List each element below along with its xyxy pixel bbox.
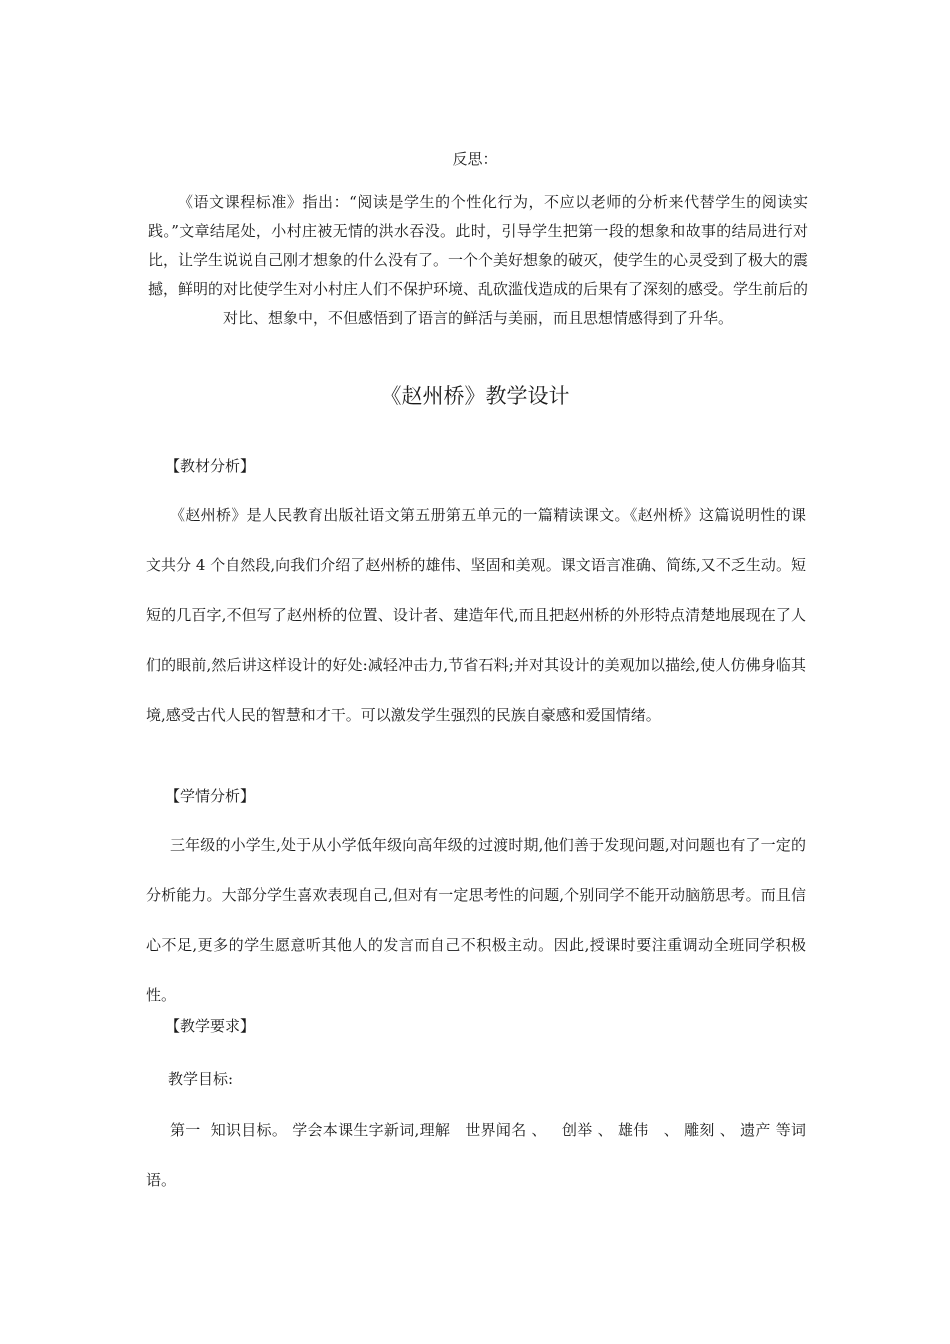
- teaching-goals-label: 教学目标:: [168, 1070, 234, 1088]
- document-title: 《赵州桥》教学设计: [380, 384, 570, 408]
- section-heading-material: 【教材分析】: [165, 457, 256, 475]
- section-heading-requirements: 【教学要求】: [165, 1017, 256, 1035]
- reflection-paragraph: 《语文课程标准》指出：“阅读是学生的个性化行为，不应以老师的分析来代替学生的阅读实践。”文章结尾处，小村庄被无情的洪水吞没。此时，引导学生把第一段的想象和故事的结局进行对比，让学生说说自己刚才想象的什么没有了。一个个美好想象的破灭，使学生的心灵受到了极大的震撼，鲜明的对比使学生对小村庄人们不保护环境、乱砍滥伐造成的后果有了深刻的感受。学生前后的对比、想象中，不但感悟到了语言的鲜活与美丽，而且思想情感得到了升华。: [148, 193, 809, 327]
- student-analysis-paragraph: 三年级的小学生,处于从小学低年级向高年级的过渡时期,他们善于发现问题,对问题也有了一定的分析能力。大部分学生喜欢表现自己,但对有一定思考性的问题,个别同学不能开动脑筋思考。而且信心不足,更多的学生愿意听其他人的发言而自己不积极主动。因此,授课时要注重调动全班同学积极性。: [146, 836, 806, 1004]
- knowledge-goal-paragraph: 第一 知识目标。 学会本课生字新词,理解 世界闻名 、 创举 、 雄伟 、 雕刻 、 遗产 等词语。: [146, 1121, 806, 1189]
- material-analysis-paragraph: 《赵州桥》是人民教育出版社语文第五册第五单元的一篇精读课文。《赵州桥》这篇说明性的课文共分 4 个自然段,向我们介绍了赵州桥的雄伟、坚固和美观。课文语言准确、简练,又不乏生动。短短的几百字,不但写了赵州桥的位置、设计者、建造年代,而且把赵州桥的外形特点清楚地展现在了人们的眼前,然后讲这样设计的好处:减轻冲击力,节省石料;并对其设计的美观加以描绘,使人仿佛身临其境,感受古代人民的智慧和才干。可以激发学生强烈的民族自豪感和爱国情绪。: [146, 506, 806, 724]
- section-heading-students: 【学情分析】: [165, 787, 256, 805]
- reflection-title: 反思：: [452, 150, 498, 168]
